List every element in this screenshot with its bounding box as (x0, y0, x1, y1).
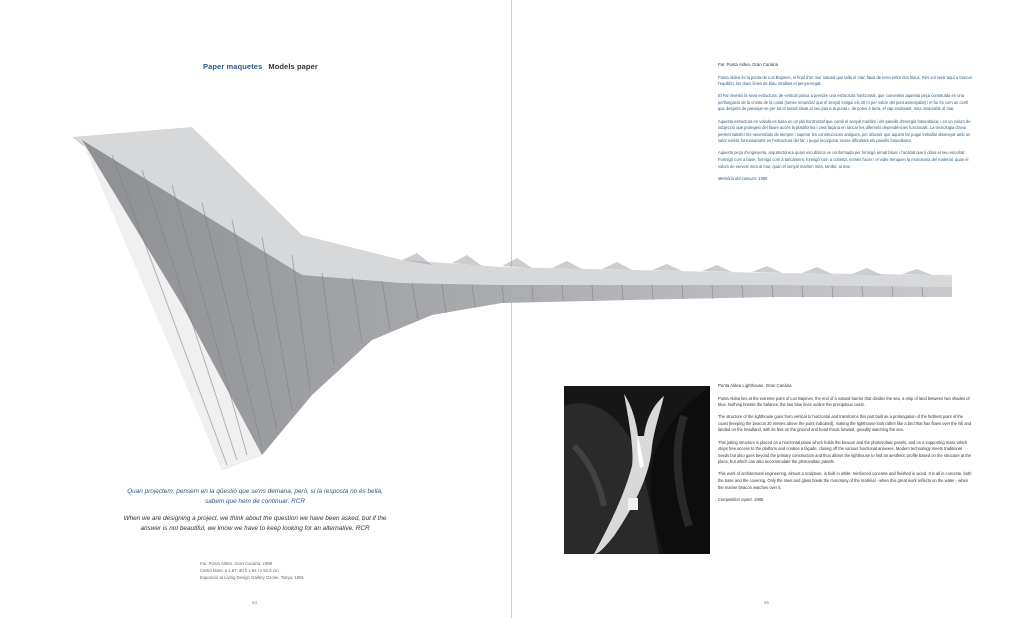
paragraph: Punta Aldea lies at the extreme point of Los Bajones, the end of a natural barrier that divides the sea, a strip of land between two shades of blue. Nothing breaks the balance; the two blue lines outline the precipitous coast. (718, 395, 970, 408)
quote-en: When we are designing a project, we think about the question we have been asked, but if the answer is not beautiful, we know we have to keep looking for an alternative. RCR (123, 515, 387, 532)
caption-line: Cartró blanc a 1,67, 40 h x 64 l x 52,5 cm (200, 568, 279, 573)
paragraph: Aquesta estructura en volada es basa en un pla horitzontal que conté el senyal marítim i els panells d'energia fotovoltaica; i en un volum de subjecció que protegeix del llaure accés la plataforma i crea façana en tancar les diferents dependències funcionals. La tecnologia d'avui permet satisfer les necessitats de sempre i superar les construccions antigues, per afavorir que aquest far pugui treballar dissenyat amb un valor estètic funcionament en l'estructura del far, i pugui incorporar sense dificultats els panells fotovoltaics. (718, 118, 971, 144)
paragraph: El Far invertix la seva estructura: de vertical passa a prendre una estructura horitzontal, que converteix aquesta peça construïda en una perllongació de la crosta de la costa (sense renunciar que el senyal estigui els 20 m per sobre del punt assenyalat) i el far és com un ocell que desprès de passejar-se per tot el tossal situat al seu pas a la punta i, de potes a terra, el cap endavant, mira insaciable al mar. (718, 93, 968, 112)
heading-ca: Far. Punta Aldea. Gran Canària (718, 62, 778, 67)
quote-ca: Quan projectem, pensem en la qüestió que se'ns demana, però, si la resposta no és bella, sabem que hem de continuar. RCR (127, 488, 383, 505)
paragraph: Punta Aldea és la punta de Los Bajones, el final d'un mur natural que talla el mar; faixa de terra entre dos blaus. Res vol venir aquí a trencar l'equilibri, les dues línies de blau retallant el penya-segat. (718, 74, 973, 87)
caption-line: Exposició al Living Design Gallery Ozone. Tokyo, 1991 (200, 575, 305, 580)
lighthouse-night-photo (564, 386, 710, 554)
paragraph: This jutting structure is placed on a horizontal plane which holds the beacon and the photovoltaic panels, and on a supporting mass which stops free access to the platform and creates a façade, closing off the various functional annexes. Modern technology meets traditional needs but also goes beyond the primary construction and thus allows the lighthouse to find an aesthetic profile based on the structure at the place, but which can also accommodate the photovoltaic panels. (718, 439, 972, 465)
section-title (203, 62, 318, 71)
reference-en: Competition report. 1988 (718, 496, 764, 502)
section-title-ca: Paper maquetes (203, 62, 263, 71)
reference-ca: Memòria del concurs. 1988 (718, 175, 768, 181)
model-caption (200, 560, 400, 581)
heading-en: Punta Aldea Lighthouse. Gran Canària (718, 383, 792, 388)
paragraph: Aquesta peça d'enginyeria, arquitectònica quasi escultòrica ve conformada per formigó armat blanc i l'acabat que li dóna el seu encofrat. Formigó com a base, formigó com a tancament, formigó com a coberta; només l'acer i el vidre trenquen la monotonia del material, quan el volum de serveis mira al mar, quan el senyal marítim mira, també, al mar. (718, 150, 969, 169)
paragraph: The structure of the lighthouse goes from vertical to horizontal and transforms this part built as a prolongation of the farthest point of the coast (keeping the beacon 20 metres above the point indicated), making the lighthouse look rather like a bird that has flown over the hill and landed on the headland, with its feet on the ground and head thrust forward, greedily watching the sea. (718, 414, 972, 433)
text-column-en (718, 383, 973, 509)
text-column-ca (718, 62, 973, 188)
architect-quote (120, 487, 390, 533)
paragraph: This work of architectural engineering, almost a sculpture, is built in white, reinforced concrete and finished in wood. It is all in concrete, both the base and the covering. Only the steel and glass break the monotony of the material - when this great work reflects on the water - when the marine beacon watches over it. (718, 471, 972, 490)
page-number-right: 65 (764, 600, 770, 605)
caption-title: Far. Punta Aldea. Gran Canària. 1988 (200, 561, 273, 566)
page-number-left: 63 (252, 600, 258, 605)
section-title-en: Models paper (268, 62, 318, 71)
